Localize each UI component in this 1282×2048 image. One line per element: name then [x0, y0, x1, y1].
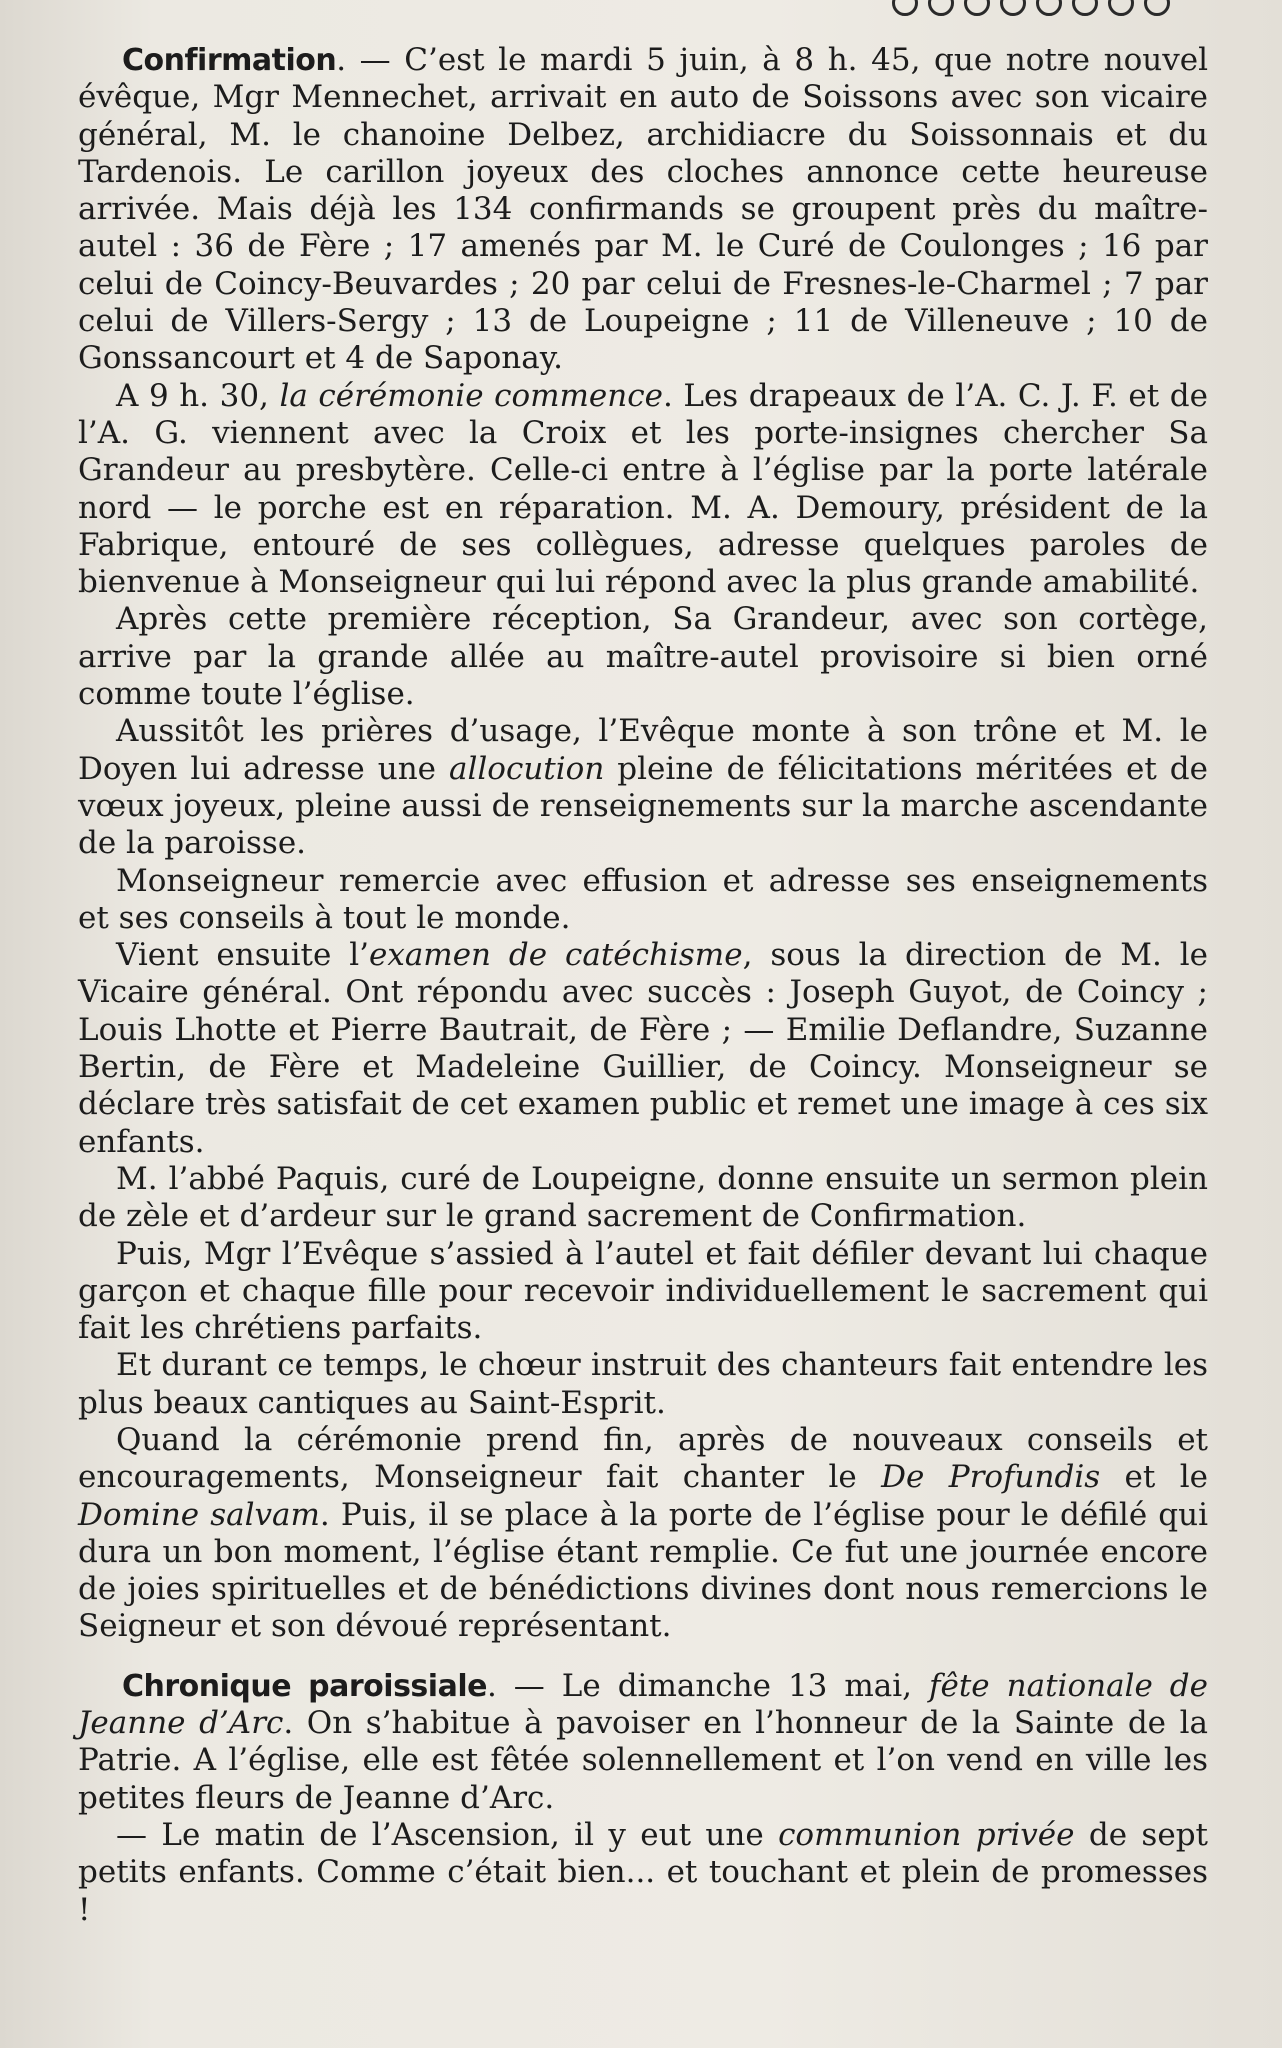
paragraph: Monseigneur remercie avec effusion et adresse ses enseignements et ses conseils à tout le monde.	[78, 862, 1208, 936]
paragraph: — Le matin de l’Ascension, il y eut une communion privée de sept petits enfants. Comme c’était bien... et touchant et plein de promesses !	[78, 1816, 1208, 1928]
paragraph: Confirmation. — C’est le mardi 5 juin, à 8 h. 45, que notre nouvel évêque, Mgr Mennechet, arrivait en auto de Soissons avec son vicaire général, M. le chanoine Delbez, archidiacre du Soissonnais et du Tardenois. Le carillon joyeux des cloches annonce cette heureuse arrivée. Mais déjà les 134 confirmands se groupent près du maître-autel : 36 de Fère ; 17 amenés par M. le Curé de Coulonges ; 16 par celui de Coincy-Beuvardes ; 20 par celui de Fresnes-le-Charmel ; 7 par celui de Villers-Sergy ; 13 de Loupeigne ; 11 de Villeneuve ; 10 de Gonssancourt et 4 de Saponay.	[78, 42, 1208, 377]
ornament-ring-icon	[892, 0, 918, 16]
ornament-ring-icon	[1072, 0, 1098, 16]
ornament-ring-icon	[1036, 0, 1062, 16]
paragraph: Chronique paroissiale. — Le dimanche 13 mai, fête nationale de Jeanne d’Arc. On s’habitue à pavoiser en l’honneur de la Sainte de la Patrie. A l’église, elle est fêtée solennellement et l’on vend en ville les petites fleurs de Jeanne d’Arc.	[78, 1667, 1208, 1816]
ornament-ring-icon	[964, 0, 990, 16]
paragraph: Quand la cérémonie prend fin, après de nouveaux conseils et encouragements, Monseigneur fait chanter le De Profundis et le Domine salvam. Puis, il se place à la porte de l’église pour le défilé qui dura un bon moment, l’église étant remplie. Ce fut une journée encore de joies spirituelles et de bénédictions divines dont nous remercions le Seigneur et son dévoué représentant.	[78, 1421, 1209, 1645]
paragraph: Aussitôt les prières d’usage, l’Evêque monte à son trône et M. le Doyen lui adresse une allocution pleine de félicitations méritées et de vœux joyeux, pleine aussi de renseignements sur la marche ascendante de la paroisse.	[78, 713, 1208, 862]
paragraph: A 9 h. 30, la cérémonie commence. Les drapeaux de l’A. C. J. F. et de l’A. G. viennent avec la Croix et les porte-insignes chercher Sa Grandeur au presbytère. Celle-ci entre à l’église par la porte latérale nord — le porche est en réparation. M. A. Demoury, président de la Fabrique, entouré de ses collègues, adresse quelques paroles de bienvenue à Monseigneur qui lui répond avec la plus grande amabilité.	[78, 377, 1208, 601]
paragraph: Puis, Mgr l’Evêque s’assied à l’autel et fait défiler devant lui chaque garçon et chaque fille pour recevoir individuellement le sacrement qui fait les chrétiens parfaits.	[78, 1235, 1208, 1347]
section-heading-chronique: Chronique paroissiale	[122, 1668, 487, 1704]
article-body	[78, 42, 1208, 1929]
ornament-ring-icon	[928, 0, 954, 16]
paragraph: Et durant ce temps, le chœur instruit des chanteurs fait entendre les plus beaux cantiques au Saint-Esprit.	[78, 1347, 1208, 1421]
top-ornament	[560, 0, 1280, 22]
paragraph: Après cette première réception, Sa Grandeur, avec son cortège, arrive par la grande allée au maître-autel provisoire si bien orné comme toute l’église.	[78, 601, 1208, 713]
paragraph: Vient ensuite l’examen de catéchisme, sous la direction de M. le Vicaire général. Ont répondu avec succès : Joseph Guyot, de Coincy ; Louis Lhotte et Pierre Bautrait, de Fère ; — Emilie Deflandre, Suzanne Bertin, de Fère et Madeleine Guillier, de Coincy. Monseigneur se déclare très satisfait de cet examen public et remet une image à ces six enfants.	[78, 937, 1208, 1160]
ornament-ring-icon	[1144, 0, 1170, 16]
paragraph: M. l’abbé Paquis, curé de Loupeigne, donne ensuite un sermon plein de zèle et d’ardeur sur le grand sacrement de Confirmation.	[78, 1160, 1208, 1235]
section-heading-confirmation: Confirmation	[122, 43, 337, 78]
ornament-ring-icon	[1000, 0, 1026, 16]
ornament-ring-icon	[1108, 0, 1134, 16]
